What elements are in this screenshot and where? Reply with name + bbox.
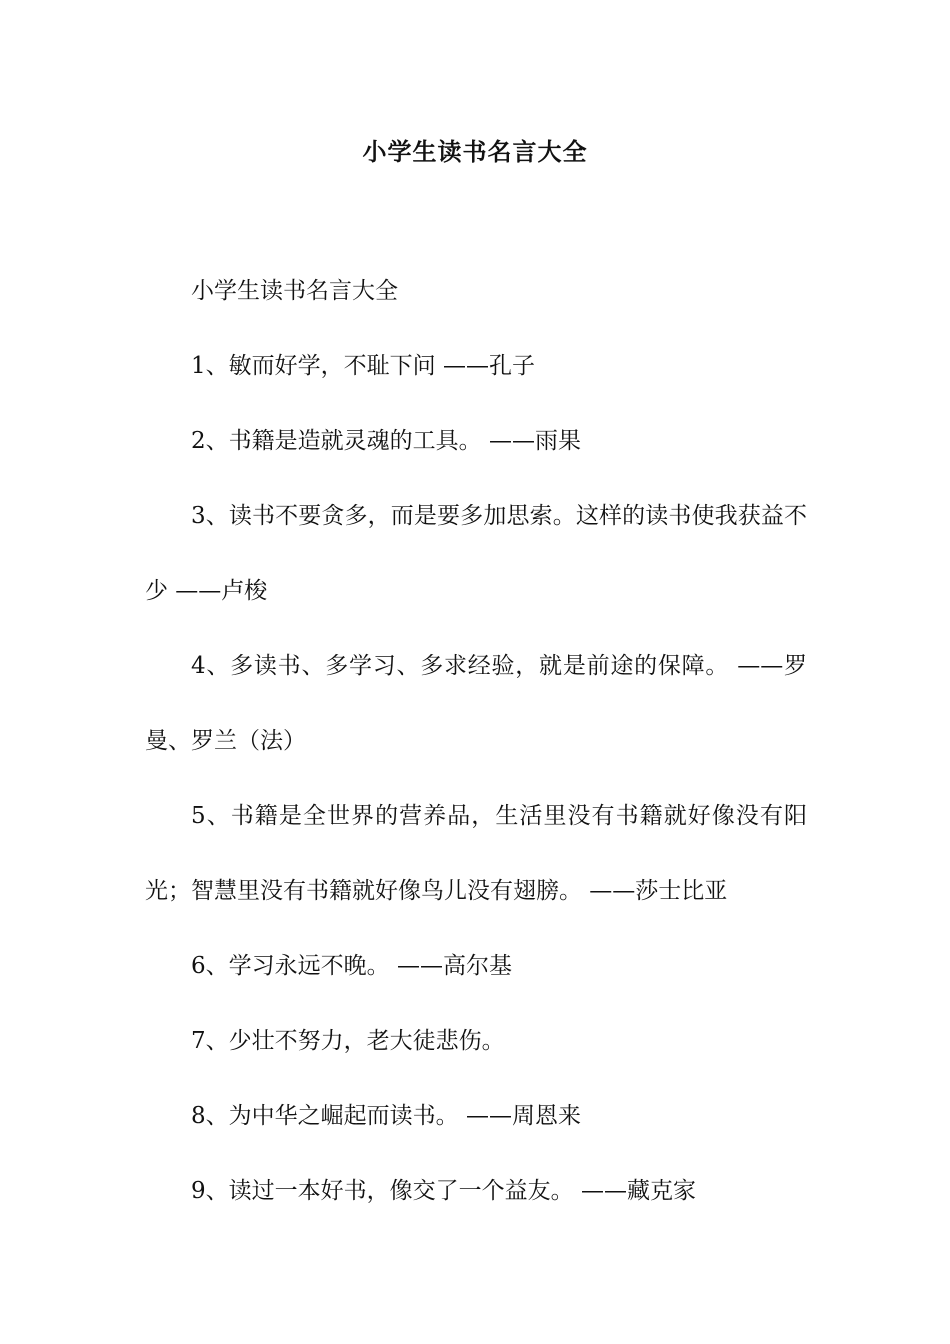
quote-item-1: 1、敏而好学，不耻下问 ——孔子: [191, 353, 535, 379]
quote-item-3: 3、读书不要贪多，而是要多加思索。这样的读书使我获益不少 ——卢梭: [145, 503, 807, 604]
quote-item-6: 6、学习永远不晚。 ——高尔基: [191, 953, 512, 979]
quote-item-8: 8、为中华之崛起而读书。 ——周恩来: [191, 1103, 581, 1129]
quote-item-4: 4、多读书、多学习、多求经验，就是前途的保障。 ——罗曼、罗兰（法）: [145, 653, 807, 754]
quote-item-2: 2、书籍是造就灵魂的工具。 ——雨果: [191, 428, 581, 454]
quote-item-9: 9、读过一本好书，像交了一个益友。 ——藏克家: [191, 1178, 696, 1204]
document-body: [145, 254, 807, 1229]
paragraph-subtitle: 小学生读书名言大全: [191, 278, 398, 304]
quote-item-5: 5、书籍是全世界的营养品，生活里没有书籍就好像没有阳光；智慧里没有书籍就好像鸟儿没有翅膀。 ——莎士比亚: [145, 803, 807, 904]
document-title: 小学生读书名言大全: [362, 137, 588, 166]
quote-item-7: 7、少壮不努力，老大徒悲伤。: [191, 1028, 505, 1054]
